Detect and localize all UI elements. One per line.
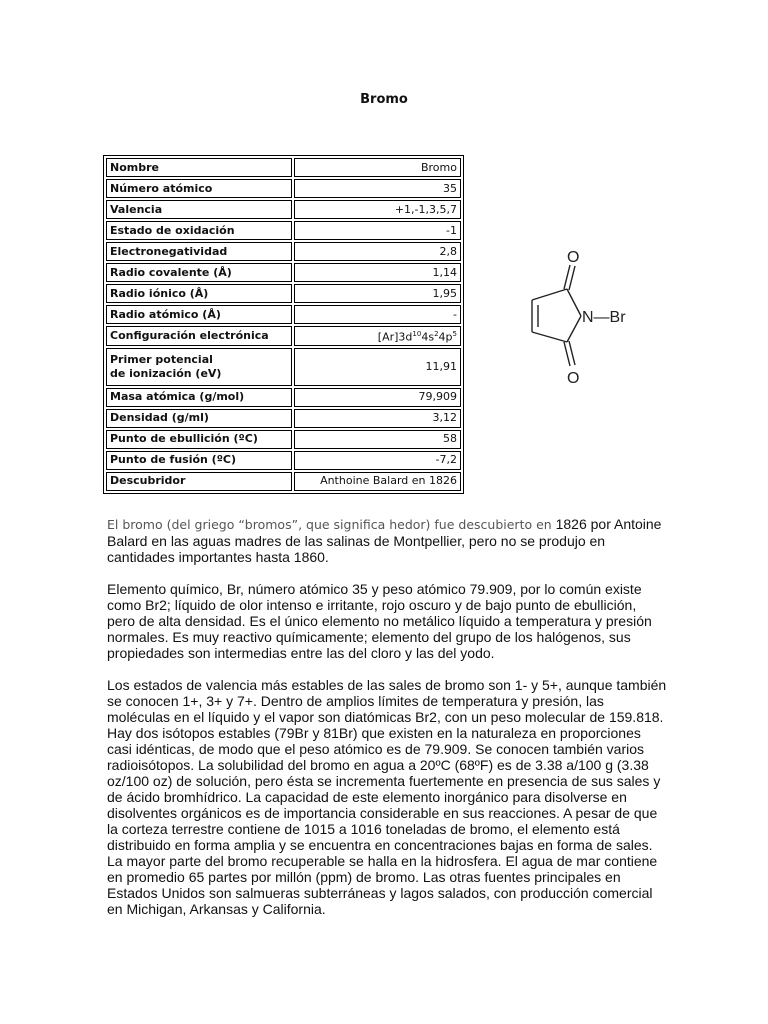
- row-label: Nombre: [106, 158, 292, 177]
- table-row: [106, 348, 461, 386]
- row-label: Estado de oxidación: [106, 221, 292, 240]
- config-mid: 4s: [421, 330, 435, 344]
- n-bromosuccinimide-structure: [510, 245, 650, 390]
- table-row: [106, 409, 461, 428]
- molecule-bonds: [532, 265, 581, 366]
- article-body: [107, 516, 667, 933]
- row-label: Descubridor: [106, 472, 292, 491]
- table-row: [106, 472, 461, 491]
- properties-table: [103, 155, 464, 494]
- row-value: 1,95: [294, 284, 461, 303]
- paragraph-intro-gray: El bromo (del griego “bromos”, que significa hedor) fue descubierto en: [107, 517, 552, 532]
- row-value: Anthoine Balard en 1826: [294, 472, 461, 491]
- table-row: [106, 263, 461, 282]
- paragraph: Elemento químico, Br, número atómico 35 y peso atómico 79.909, por lo común existe como Br2; líquido de olor intenso e irritante, rojo oscuro y de bajo punto de ebullición, pero de alta densidad. Es el único elemento no metálico líquido a temperatura y presión normales. Es muy reactivo químicamente; elemento del grupo de los halógenos, sus propiedades son intermedias entre las del cloro y las del yodo.: [107, 581, 652, 661]
- row-label: Radio atómico (Å): [106, 305, 292, 324]
- electron-configuration: [294, 326, 461, 346]
- page-title: Bromo: [360, 92, 408, 107]
- oxygen-label-top: O: [567, 249, 580, 266]
- row-value: 58: [294, 430, 461, 449]
- row-value: 11,91: [294, 348, 461, 386]
- table-row: [106, 388, 461, 407]
- config-sup: 10: [412, 330, 422, 338]
- row-value: 79,909: [294, 388, 461, 407]
- row-value: -: [294, 305, 461, 324]
- row-value: Bromo: [294, 158, 461, 177]
- row-label-line: de ionización (eV): [110, 366, 222, 380]
- carbonyl-bond: [569, 341, 575, 365]
- row-label-line: Primer potencial: [110, 352, 213, 366]
- row-value: -1: [294, 221, 461, 240]
- bond: [532, 289, 567, 300]
- bond: [567, 289, 581, 316]
- row-value: +1,-1,3,5,7: [294, 200, 461, 219]
- table-row: [106, 200, 461, 219]
- row-label: Punto de fusión (ºC): [106, 451, 292, 470]
- row-label: Radio iónico (Å): [106, 284, 292, 303]
- table-row: [106, 158, 461, 177]
- config-mid: 4p: [438, 330, 453, 344]
- table-row: [106, 179, 461, 198]
- row-value: 3,12: [294, 409, 461, 428]
- row-label: Radio covalente (Å): [106, 263, 292, 282]
- config-sup: 5: [452, 330, 457, 338]
- row-value: 1,14: [294, 263, 461, 282]
- row-label: [106, 348, 292, 386]
- table-row: [106, 451, 461, 470]
- row-label: Masa atómica (g/mol): [106, 388, 292, 407]
- oxygen-label-bottom: O: [567, 370, 580, 387]
- table-row: [106, 221, 461, 240]
- bond: [567, 316, 581, 342]
- table-row: [106, 326, 461, 346]
- row-value: -7,2: [294, 451, 461, 470]
- row-label: Densidad (g/ml): [106, 409, 292, 428]
- table-row: [106, 305, 461, 324]
- row-label: Número atómico: [106, 179, 292, 198]
- row-value: 35: [294, 179, 461, 198]
- table-row: [106, 242, 461, 261]
- row-value: 2,8: [294, 242, 461, 261]
- row-label: Electronegatividad: [106, 242, 292, 261]
- bond: [532, 332, 567, 342]
- nitrogen-bromine-label: N—Br: [582, 309, 626, 326]
- row-label: Valencia: [106, 200, 292, 219]
- paragraph: [107, 516, 667, 565]
- paragraph-rest: 1826 por Antoine Balard en las aguas madres de las salinas de Montpellier, pero no se produjo en cantidades importantes hasta 1860.: [107, 516, 662, 565]
- row-label: Configuración electrónica: [106, 326, 292, 346]
- config-sup: 2: [434, 330, 439, 338]
- table-row: [106, 284, 461, 303]
- carbonyl-bond: [569, 266, 575, 290]
- carbonyl-bond: [564, 342, 570, 366]
- table-row: [106, 430, 461, 449]
- carbonyl-bond: [564, 265, 570, 289]
- paragraph: Los estados de valencia más estables de las sales de bromo son 1- y 5+, aunque también se conocen 1+, 3+ y 7+. Dentro de amplios límites de temperatura y presión, las moléculas en el líquido y el vapor son diatómicas Br2, con un peso molecular de 159.818. Hay dos isótopos estables (79Br y 81Br) que existen en la naturaleza en proporciones casi idénticas, de modo que el peso atómico es de 79.909. Se conocen también varios radioisótopos. La solubilidad del bromo en agua a 20ºC (68ºF) es de 3.38 a/100 g (3.38 oz/100 oz) de solución, pero ésta se incrementa fuertemente en presencia de sus sales y de ácido bromhídrico. La capacidad de este elemento inorgánico para disolverse en disolventes orgánicos es de importancia considerable en sus reacciones. A pesar de que la corteza terrestre contiene de 1015 a 1016 toneladas de bromo, el elemento está distribuido en forma amplia y se encuentra en concentraciones bajas en forma de sales. La mayor parte del bromo recuperable se halla en la hidrosfera. El agua de mar contiene en promedio 65 partes por millón (ppm) de bromo. Las otras fuentes principales en Estados Unidos son salmueras subterráneas y lagos salados, con producción comercial en Michigan, Arkansas y California.: [107, 677, 667, 917]
- row-label: Punto de ebullición (ºC): [106, 430, 292, 449]
- config-base: [Ar]3d: [377, 330, 413, 344]
